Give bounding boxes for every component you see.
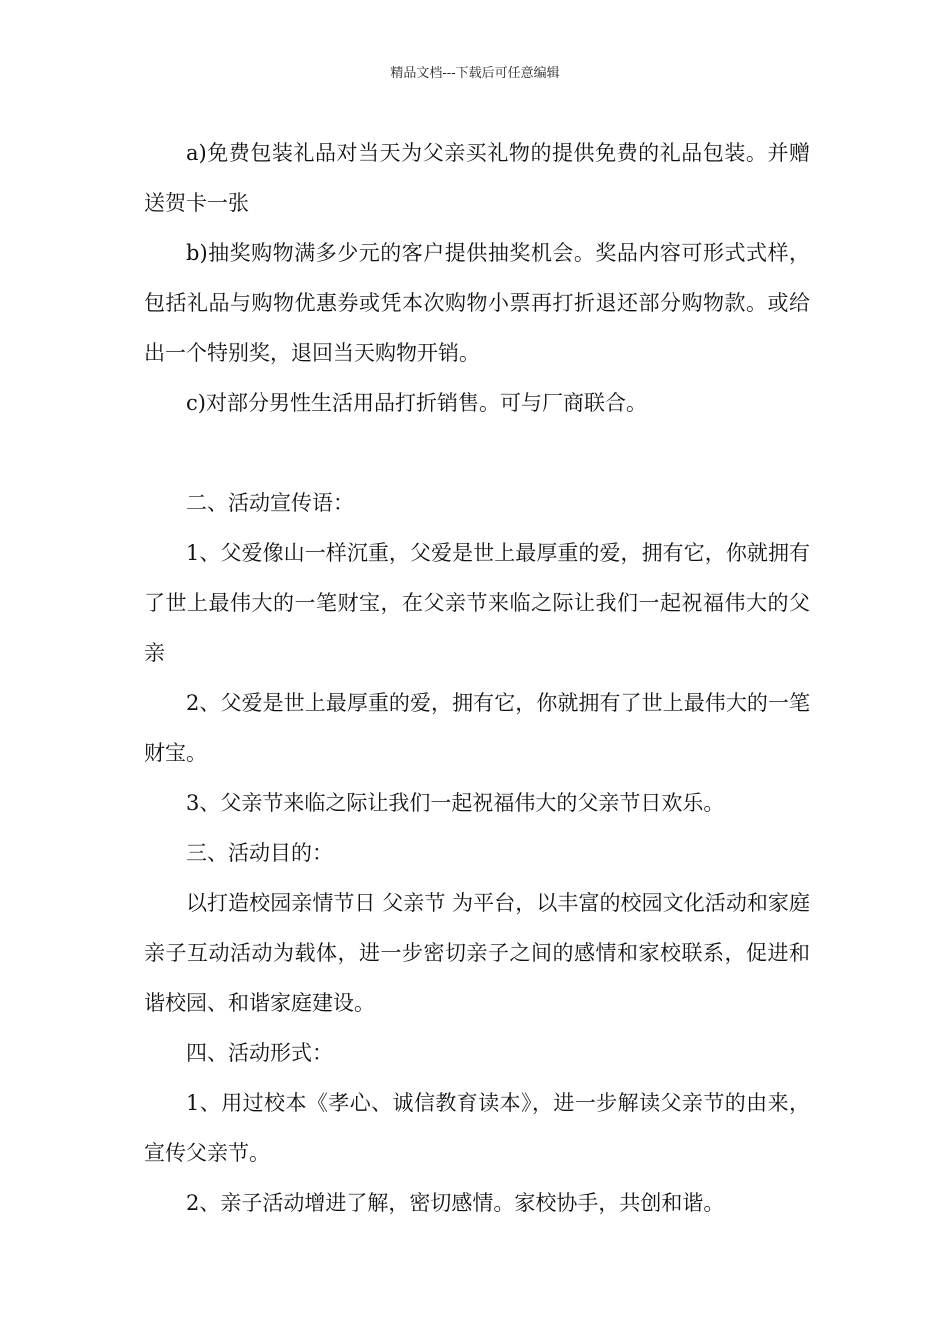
paragraph-gift-wrap: a)免费包装礼品对当天为父亲买礼物的提供免费的礼品包装。并赠送贺卡一张 (144, 141, 810, 215)
paragraph-slogan-2: 2、父爱是世上最厚重的爱，拥有它，你就拥有了世上最伟大的一笔财宝。 (144, 691, 810, 765)
blank-line (144, 428, 810, 478)
paragraph-purpose: 以打造校园亲情节日 父亲节 为平台，以丰富的校园文化活动和家庭亲子互动活动为载体，进一步密切亲子之间的感情和家校联系，促进和谐校园、和谐家庭建设。 (144, 891, 810, 1015)
paragraph-lottery: b)抽奖购物满多少元的客户提供抽奖机会。奖品内容可形式式样，包括礼品与购物优惠券或凭本次购物小票再打折退还部分购物款。或给出一个特别奖，退回当天购物开销。 (144, 241, 810, 365)
paragraph-format-2: 2、亲子活动增进了解，密切感情。家校协手，共创和谐。 (186, 1191, 725, 1215)
paragraph-slogan-3: 3、父亲节来临之际让我们一起祝福伟大的父亲节日欢乐。 (186, 791, 725, 815)
section-heading-purpose: 三、活动目的： (186, 841, 333, 865)
page-header: 精品文档---下载后可任意编辑 (390, 66, 560, 81)
document-body (144, 128, 810, 1228)
section-heading-slogans: 二、活动宣传语： (186, 491, 354, 515)
paragraph-slogan-1: 1、父爱像山一样沉重，父爱是世上最厚重的爱，拥有它，你就拥有了世上最伟大的一笔财宝，在父亲节来临之际让我们一起祝福伟大的父亲 (144, 541, 810, 665)
section-heading-format: 四、活动形式： (186, 1041, 333, 1065)
paragraph-format-1: 1、用过校本《孝心、诚信教育读本》，进一步解读父亲节的由来，宣传父亲节。 (144, 1091, 810, 1165)
paragraph-discount: c)对部分男性生活用品打折销售。可与厂商联合。 (186, 391, 647, 415)
